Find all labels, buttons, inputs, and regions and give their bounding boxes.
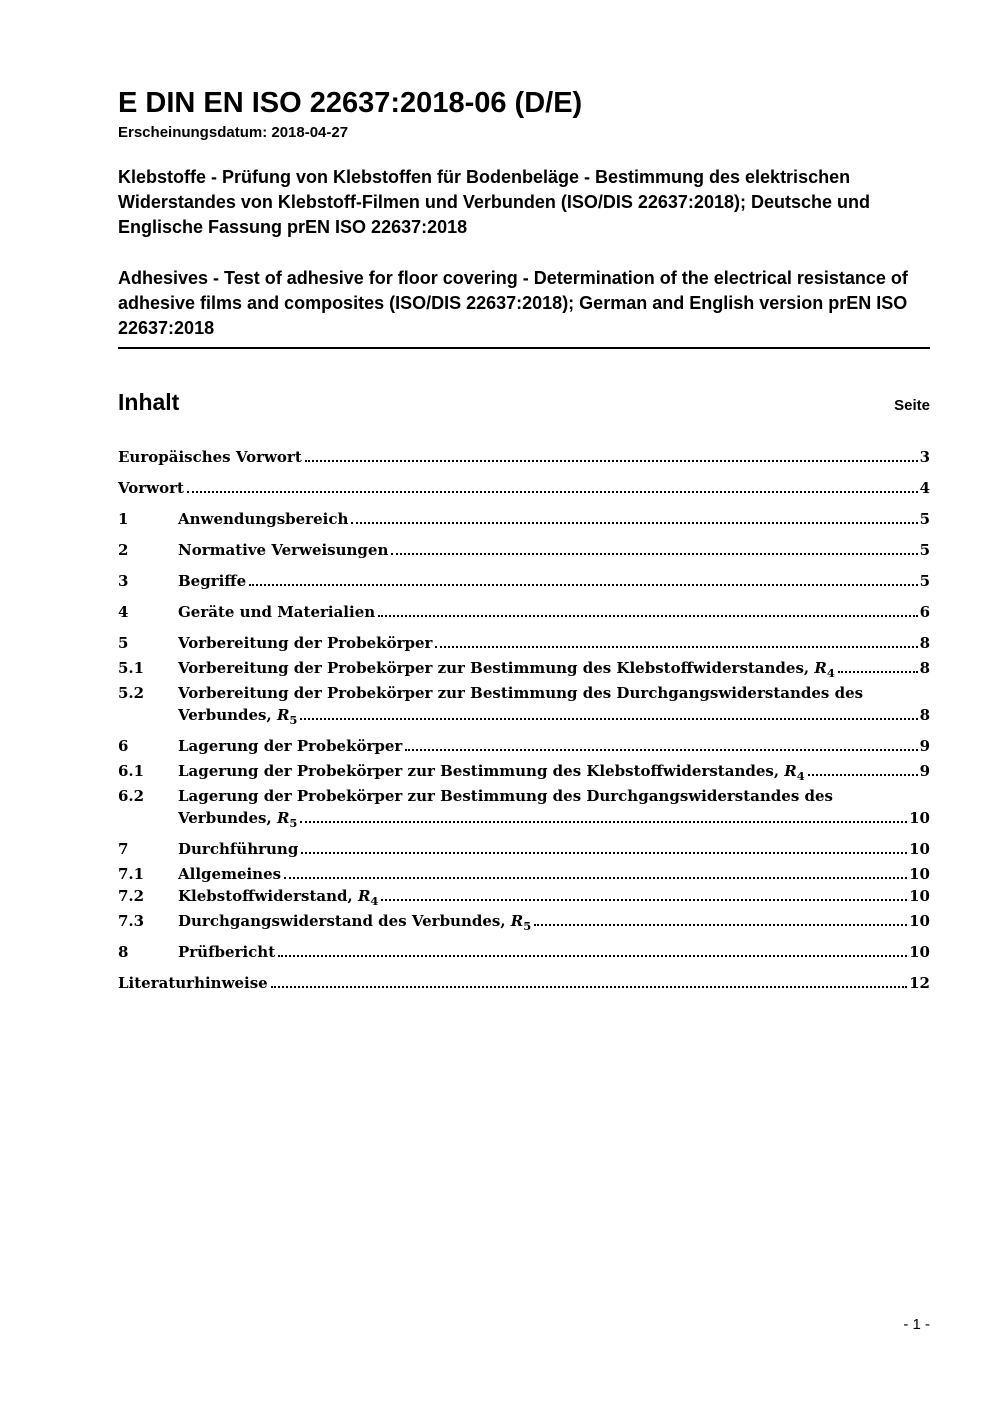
document-header [118,88,930,349]
toc-entry-number: 5 [118,634,129,653]
dot-leader [187,487,918,493]
toc-entry [118,508,930,530]
dot-leader [381,895,907,901]
dot-leader [351,518,917,524]
toc-entry-page: 10 [909,840,930,859]
dot-leader [271,982,907,988]
release-date: Erscheinungsdatum: 2018-04-27 [118,124,349,142]
toc-entry-page: 10 [909,809,930,828]
toc-entry-number: 7 [118,840,129,859]
toc-entry [118,446,930,468]
dot-leader [300,714,917,720]
toc-entry-title: Literaturhinweise [118,974,268,993]
dot-leader [305,456,918,462]
page-footer [903,1316,930,1333]
document-number: E DIN EN ISO 22637:2018-06 (D/E) [118,87,583,119]
toc-entry-number: 1 [118,510,129,529]
toc-entry-title: Prüfbericht [178,943,276,962]
toc-header-row [118,389,930,416]
dot-leader [301,848,907,854]
dot-leader [391,549,917,555]
toc-heading: Inhalt [118,389,180,416]
toc-entry-title: Vorbereitung der Probekörper [178,634,433,653]
toc-entry-title: Vorbereitung der Probekörper zur Bestimmung des Klebstoffwiderstandes, $R_4$ [178,659,835,681]
toc-entry [118,910,930,932]
toc-entry [118,838,930,860]
toc-entry-title: Lagerung der Probekörper zur Bestimmung des Klebstoffwiderstandes, $R_4$ [178,762,805,784]
toc-entry-page: 9 [919,737,930,756]
title-english: Adhesives - Test of adhesive for floor covering - Determination of the electrical resistance of adhesive films and composites (ISO/DIS 22637:2018); German and English version prEN ISO 22637:2018 [118,268,908,339]
toc-entry-title: Europäisches Vorwort [118,448,302,467]
toc-entry-page: 8 [919,706,930,725]
toc-entry-page: 8 [919,634,930,653]
toc-entry [118,477,930,499]
toc-entry-number: 4 [118,603,129,622]
toc-entry-title: Durchführung [178,840,299,859]
toc-entry [118,941,930,963]
toc-entry-number: 5.2 [118,684,145,703]
toc-entry-page: 10 [909,943,930,962]
toc-entry-title: Begriffe [178,572,247,591]
toc-list [118,446,930,994]
toc-entry-page: 10 [909,865,930,884]
toc-entry [118,785,930,829]
toc-entry [118,863,930,885]
toc-entry [118,570,930,592]
toc-entry-number: 6 [118,737,129,756]
toc-entry-title: Klebstoffwiderstand, $R_4$ [178,887,379,909]
toc-entry-title: Normative Verweisungen [178,541,389,560]
dot-leader [284,873,907,879]
toc-entry [118,735,930,757]
toc-entry-page: 6 [919,603,930,622]
toc-entry-page: 9 [919,762,930,781]
toc-entry [118,539,930,561]
dot-leader [378,611,917,617]
toc-entry-page: 8 [919,659,930,678]
dot-leader [534,920,907,926]
table-of-contents [118,389,930,994]
toc-entry-title: Lagerung der Probekörper zur Bestimmung des Durchgangswiderstandes des [178,787,833,806]
toc-entry-title: Anwendungsbereich [178,510,349,529]
toc-entry [118,885,930,907]
toc-entry [118,682,930,726]
toc-entry-number: 2 [118,541,129,560]
toc-entry-title: Durchgangswiderstand des Verbundes, $R_5$ [178,912,532,934]
toc-entry-page: 10 [909,912,930,931]
toc-entry-title: Allgemeines [178,865,282,884]
dot-leader [300,817,907,823]
dot-leader [435,642,917,648]
toc-entry-title: Verbundes, $R_5$ [178,809,298,831]
toc-entry-title: Vorwort [118,479,184,498]
toc-page-column-label: Seite [894,397,930,415]
toc-entry-page: 12 [909,974,930,993]
toc-entry-number: 7.3 [118,912,145,931]
toc-entry-number: 5.1 [118,659,145,678]
dot-leader [278,951,907,957]
toc-entry-title: Geräte und Materialien [178,603,376,622]
header-divider [118,347,930,349]
toc-entry-page: 5 [919,541,930,560]
dot-leader [405,745,917,751]
toc-entry [118,760,930,782]
toc-entry-page: 4 [919,479,930,498]
page-number: - 1 - [903,1316,930,1333]
toc-entry-number: 6.2 [118,787,145,806]
toc-entry-title: Vorbereitung der Probekörper zur Bestimmung des Durchgangswiderstandes des [178,684,864,703]
toc-entry [118,972,930,994]
dot-leader [249,580,917,586]
dot-leader [808,770,918,776]
toc-entry-title: Lagerung der Probekörper [178,737,403,756]
title-german: Klebstoffe - Prüfung von Klebstoffen für Bodenbeläge - Bestimmung des elektrischen Widerstandes von Klebstoff-Filmen und Verbunden (ISO/DIS 22637:2018); Deutsche und Englische Fassung prEN ISO 22637:2018 [118,167,870,238]
toc-entry-page: 5 [919,572,930,591]
toc-entry [118,632,930,654]
toc-entry-page: 3 [919,448,930,467]
toc-entry [118,601,930,623]
dot-leader [838,667,918,673]
toc-entry-page: 10 [909,887,930,906]
toc-entry-number: 3 [118,572,129,591]
toc-entry-number: 6.1 [118,762,145,781]
toc-entry-number: 7.1 [118,865,145,884]
toc-entry-number: 7.2 [118,887,145,906]
toc-entry-page: 5 [919,510,930,529]
toc-entry-number: 8 [118,943,129,962]
toc-entry [118,657,930,679]
toc-entry-title: Verbundes, $R_5$ [178,706,298,728]
